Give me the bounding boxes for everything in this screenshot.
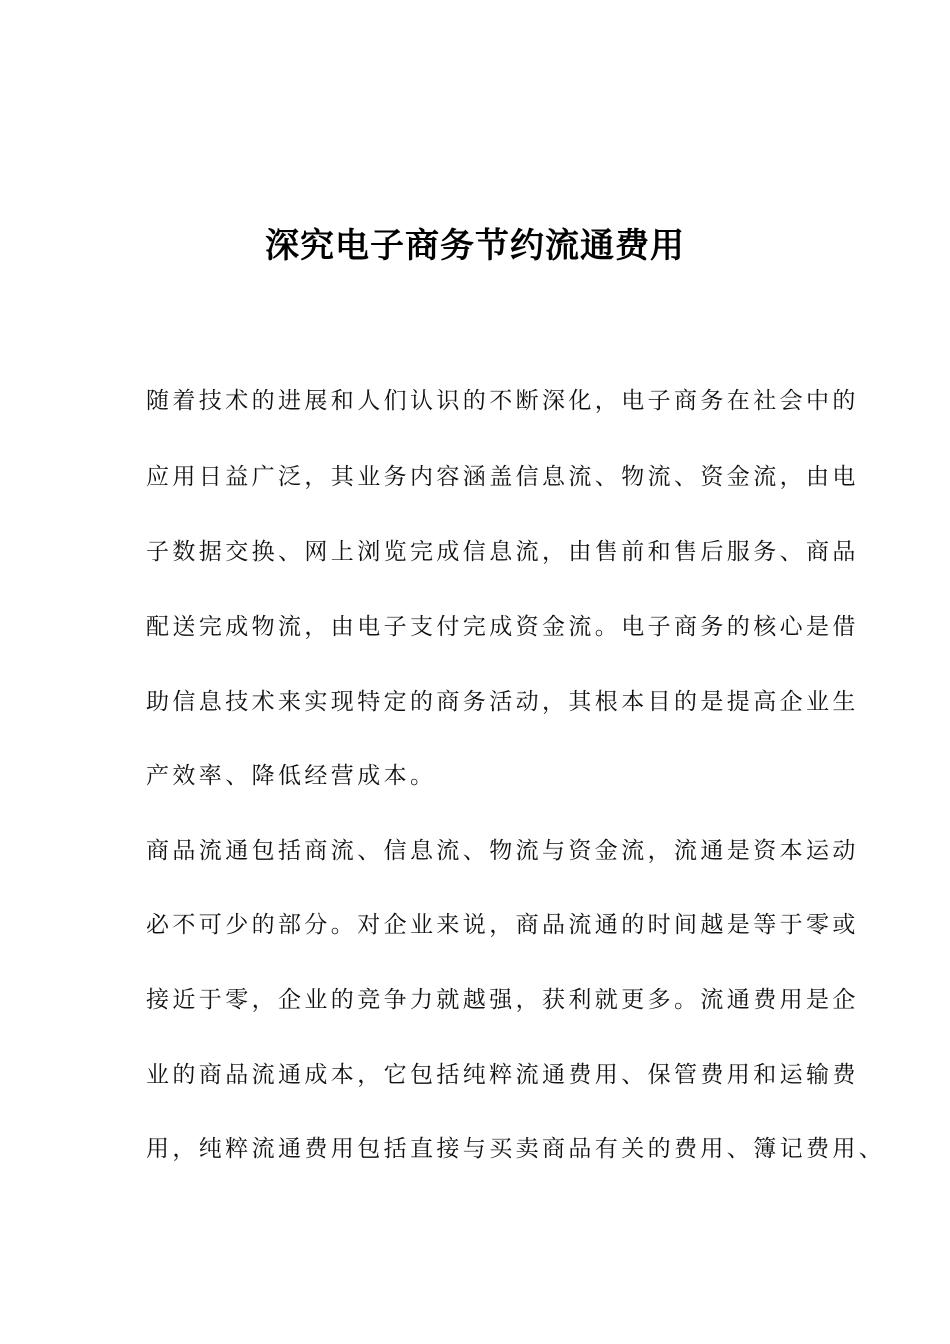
text-line: 用，纯粹流通费用包括直接与买卖商品有关的费用、簿记费用、 (146, 1136, 886, 1162)
text-line: 应用日益广泛，其业务内容涵盖信息流、物流、资金流，由电 (146, 464, 859, 490)
text-line: 助信息技术来实现特定的商务活动，其根本目的是提高企业生 (146, 689, 859, 715)
text-line: 接近于零，企业的竞争力就越强，获利就更多。流通费用是企 (146, 987, 859, 1013)
document-title: 深究电子商务节约流通费用 (265, 226, 685, 266)
text-line: 必不可少的部分。对企业来说，商品流通的时间越是等于零或 (146, 912, 859, 938)
text-line: 配送完成物流，由电子支付完成资金流。电子商务的核心是借 (146, 614, 859, 640)
text-line: 随着技术的进展和人们认识的不断深化，电子商务在社会中的 (146, 388, 859, 414)
text-line: 子数据交换、网上浏览完成信息流，由售前和售后服务、商品 (146, 539, 859, 565)
text-line: 产效率、降低经营成本。 (146, 763, 437, 789)
text-line: 业的商品流通成本，它包括纯粹流通费用、保管费用和运输费 (146, 1062, 859, 1088)
text-line: 商品流通包括商流、信息流、物流与资金流，流通是资本运动 (146, 838, 859, 864)
